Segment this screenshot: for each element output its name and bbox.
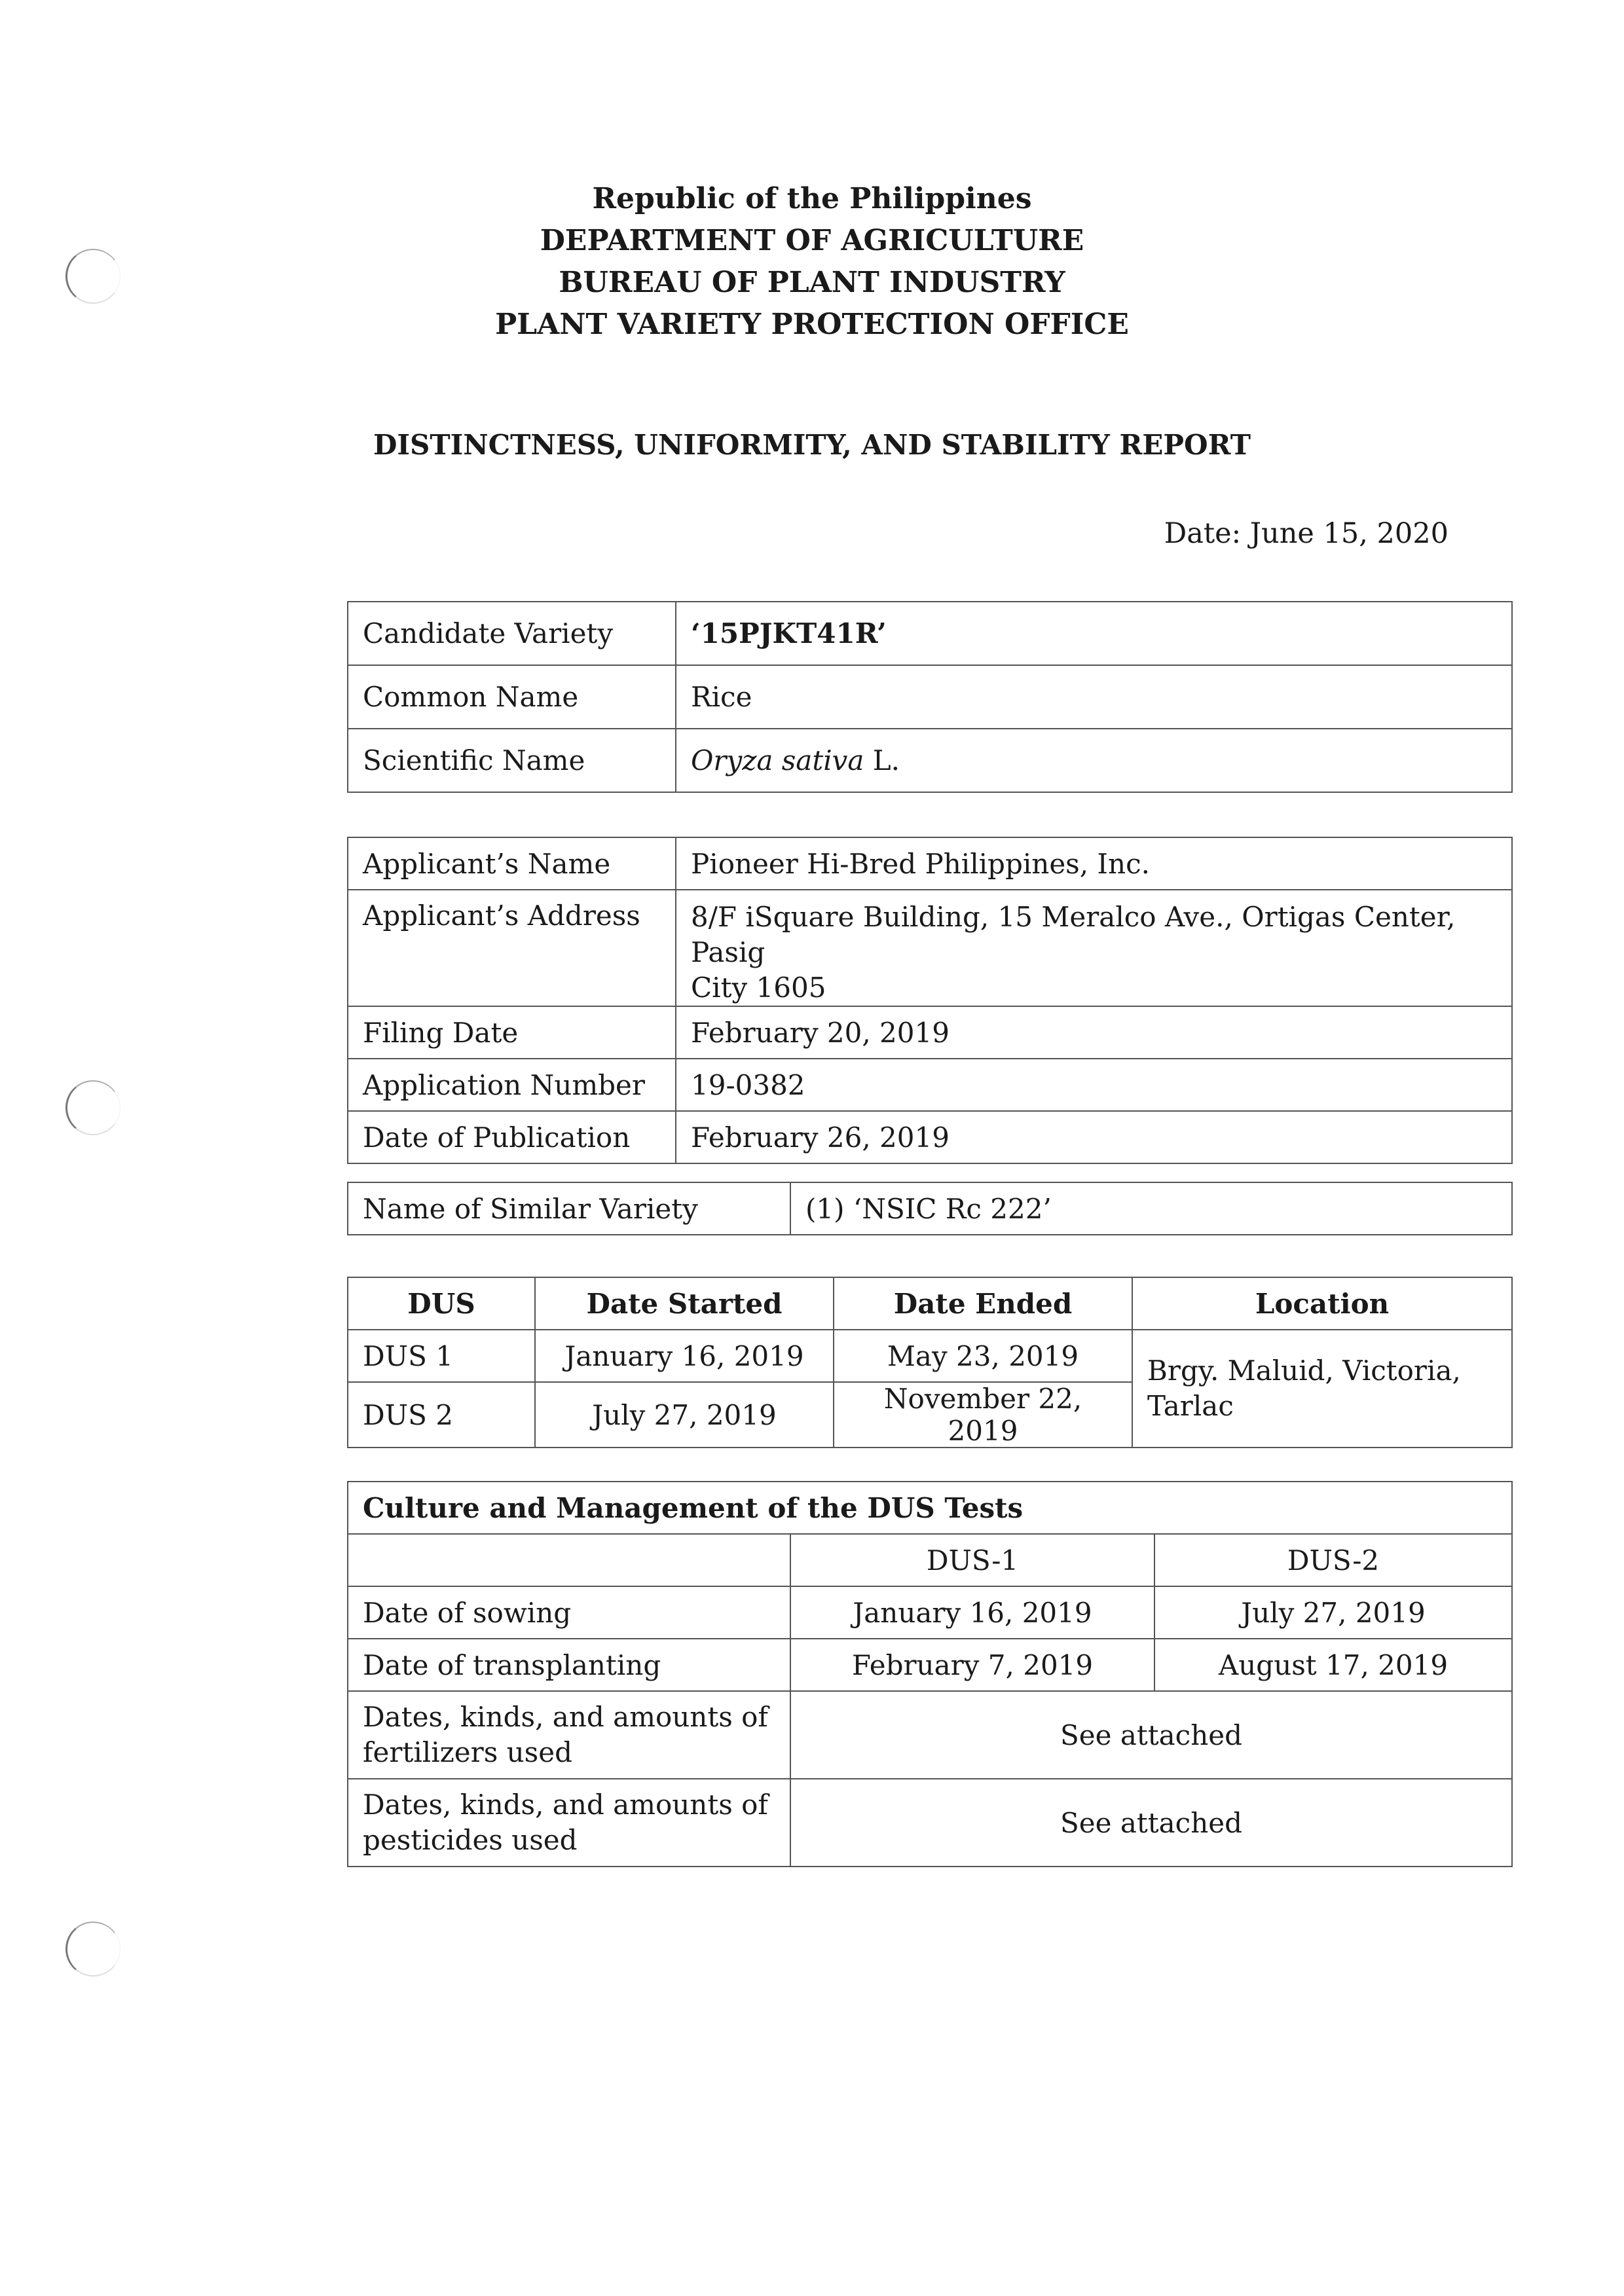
table-row [348,729,1512,792]
common-name-label: Common Name [348,665,676,729]
empty-header-cell [348,1534,790,1586]
header-location: Location [1132,1277,1512,1330]
fertilizers-value: See attached [790,1691,1512,1779]
scientific-name-label: Scientific Name [348,729,676,792]
report-date: Date: June 15, 2020 [1164,517,1449,550]
table-row [348,1779,1512,1867]
header-date-ended: Date Ended [834,1277,1132,1330]
applicant-name-label: Applicant’s Name [348,837,676,890]
table-title-row [348,1482,1512,1534]
culture-management-title: Culture and Management of the DUS Tests [348,1482,1512,1534]
header-dus: DUS [348,1277,535,1330]
table-row [348,1111,1512,1163]
publication-date-value: February 26, 2019 [676,1111,1512,1163]
table-row [348,1182,1512,1235]
publication-date-label: Date of Publication [348,1111,676,1163]
pesticides-label-line-1: Dates, kinds, and amounts of [363,1789,768,1821]
dus-2-date-started: July 27, 2019 [535,1382,834,1448]
table-row [348,602,1512,665]
applicant-table [347,837,1513,1164]
header-date-started: Date Started [535,1277,834,1330]
candidate-variety-value: ‘15PJKT41R’ [676,602,1512,665]
applicant-address-value [676,890,1512,1006]
header-dus-2: DUS-2 [1154,1534,1512,1586]
transplanting-label: Date of transplanting [348,1639,790,1691]
dus-1-date-ended: May 23, 2019 [834,1330,1132,1382]
table-row [348,1330,1512,1382]
punch-hole-bottom [65,1922,120,1977]
report-title: DISTINCTNESS, UNIFORMITY, AND STABILITY REPORT [373,429,1251,461]
pesticides-label [348,1779,790,1867]
header-line-2: DEPARTMENT OF AGRICULTURE [540,224,1084,257]
scientific-name-authority: L. [864,744,900,776]
sowing-label: Date of sowing [348,1586,790,1639]
table-row [348,665,1512,729]
applicant-address-label: Applicant’s Address [348,890,676,1006]
applicant-name-value: Pioneer Hi-Bred Philippines, Inc. [676,837,1512,890]
filing-date-label: Filing Date [348,1006,676,1059]
header-line-1: Republic of the Philippines [592,182,1032,215]
pesticides-value: See attached [790,1779,1512,1867]
table-row [348,890,1512,1006]
table-row [348,1059,1512,1111]
common-name-value: Rice [676,665,1512,729]
similar-variety-value: (1) ‘NSIC Rc 222’ [790,1182,1512,1235]
header-line-4: PLANT VARIETY PROTECTION OFFICE [495,308,1129,341]
location-line-1: Brgy. Maluid, Victoria, [1147,1355,1461,1387]
variety-table [347,601,1513,793]
filing-date-value: February 20, 2019 [676,1006,1512,1059]
table-row [348,1586,1512,1639]
sowing-dus-2: July 27, 2019 [1154,1586,1512,1639]
culture-management-table [347,1481,1513,1867]
similar-variety-label: Name of Similar Variety [348,1182,790,1235]
dus-2-label: DUS 2 [348,1382,535,1448]
dus-2-date-ended: November 22, 2019 [834,1382,1132,1448]
transplanting-dus-2: August 17, 2019 [1154,1639,1512,1691]
table-row [348,837,1512,890]
pesticides-label-line-2: pesticides used [363,1824,578,1856]
table-header-row [348,1534,1512,1586]
dus-1-date-started: January 16, 2019 [535,1330,834,1382]
sowing-dus-1: January 16, 2019 [790,1586,1154,1639]
dus-schedule-table [347,1277,1513,1448]
scientific-name-genus-species: Oryza sativa [691,744,864,776]
letterhead [0,178,1624,346]
address-line-1: 8/F iSquare Building, 15 Meralco Ave., Ortigas Center, Pasig [691,901,1456,968]
table-header-row [348,1277,1512,1330]
address-line-2: City 1605 [691,972,826,1004]
fertilizers-label [348,1691,790,1779]
table-row [348,1691,1512,1779]
candidate-variety-label: Candidate Variety [348,602,676,665]
table-row [348,1639,1512,1691]
scientific-name-value [676,729,1512,792]
fertilizers-label-line-1: Dates, kinds, and amounts of [363,1701,768,1733]
header-line-3: BUREAU OF PLANT INDUSTRY [559,266,1065,299]
dus-1-label: DUS 1 [348,1330,535,1382]
table-row [348,1006,1512,1059]
application-number-label: Application Number [348,1059,676,1111]
transplanting-dus-1: February 7, 2019 [790,1639,1154,1691]
punch-hole-middle [65,1080,120,1135]
location-line-2: Tarlac [1147,1390,1234,1422]
fertilizers-label-line-2: fertilizers used [363,1736,572,1768]
dus-location [1132,1330,1512,1448]
application-number-value: 19-0382 [676,1059,1512,1111]
header-dus-1: DUS-1 [790,1534,1154,1586]
similar-variety-table [347,1182,1513,1235]
